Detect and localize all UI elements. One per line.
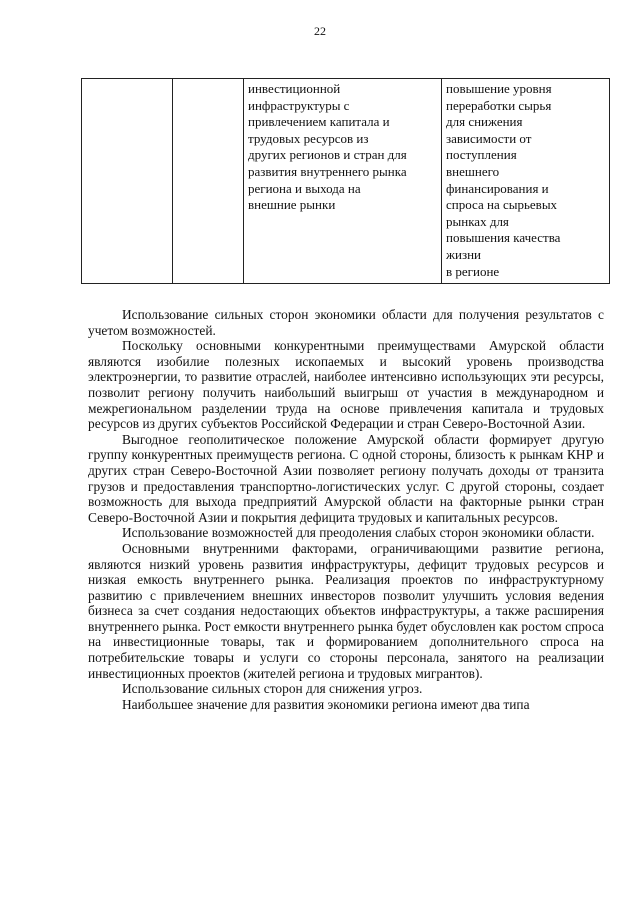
paragraph-2: Поскольку основными конкурентными преимуществами Амурской области являются изобилие полезных ископаемых и высокий уровень производства электроэнергии, то развитие отраслей, наиболее интенсивно использующих эти ресурсы, позволит региону получить наибольший выигрыш от участия в международном и межрегиональном разделении труда на основе привлечения капитала и трудовых ресурсов из других субъектов Российской Федерации и стран Северо-Восточной Азии. — [88, 338, 604, 432]
table-row — [82, 79, 610, 284]
paragraph-4: Использование возможностей для преодоления слабых сторон экономики области. — [122, 525, 595, 541]
body-text — [88, 307, 604, 712]
table-cell-results — [442, 79, 610, 284]
paragraph-7: Наибольшее значение для развития экономики региона имеют два типа — [122, 696, 530, 712]
table-cell-empty-1 — [82, 79, 173, 284]
paragraph-3: Выгодное геополитическое положение Амурской области формирует другую группу конкурентных преимуществ региона. С одной стороны, близость к рынкам КНР и других стран Северо-Восточной Азии позволяет региону получать доходы от транзита грузов и предоставления транспортно-логистических услуг. С другой стороны, создает возможность для выхода предприятий Амурской области на факторные рынки стран Северо-Восточной Азии и покрытия дефицита трудовых и капитальных ресурсов. — [88, 431, 604, 525]
table-cell-empty-2 — [173, 79, 244, 284]
table-cell-measures — [244, 79, 442, 284]
paragraph-6: Использование сильных сторон для снижения угроз. — [122, 681, 423, 697]
paragraph-5: Основными внутренними факторами, ограничивающими развитие региона, являются низкий уровень развития инфраструктуры, дефицит трудовых ресурсов и низкая емкость внутреннего рынка. Реализация проектов по инфраструктурному развитию с привлечением внешних инвесторов позволит улучшить условия ведения бизнеса за счет создания недостающих объектов инфраструктуры, а также расширения внутреннего рынка. Рост емкости внутреннего рынка будет обусловлен как ростом спроса на инвестиционные товары, так и формированием дополнительного спроса на потребительские товары и услуги со стороны персонала, занятого на реализации инвестиционных проектов (жителей региона и трудовых мигрантов). — [88, 540, 604, 681]
table-cell-results-text: повышение уровня переработки сырья для снижения зависимости от поступления внешнего финансирования и спроса на сырьевых рынках для повышения качества жизни в регионе — [446, 81, 561, 279]
page-number: 22 — [314, 24, 326, 38]
table-cell-measures-text: инвестиционной инфраструктуры с привлечением капитала и трудовых ресурсов из других регионов и стран для развития внутреннего рынка региона и выхода на внешние рынки — [248, 81, 407, 213]
continuation-table — [81, 78, 610, 284]
paragraph-1: Использование сильных сторон экономики области для получения результатов с учетом возможностей. — [88, 307, 604, 338]
